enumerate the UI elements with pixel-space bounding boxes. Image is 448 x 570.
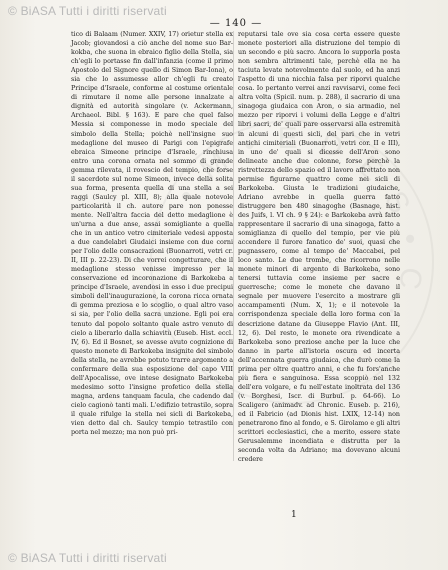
watermark-bottom (8, 551, 167, 565)
watermark-top-text: © BiASA Tutti i diritti riservati (8, 4, 167, 18)
text-column-right (238, 30, 400, 464)
watermark-top (8, 4, 167, 18)
left-column-text: tico di Balaam (Numer. XXIV, 17) orietur stella ex Jacob; giovandosi a ciò anche del nome suo Bar-kokba, che suona in ebraico figlio della Stella, sia ch'egli lo portasse fin dall'infanzia (come il primo Apostolo del Signore quello di Simon Bar-Iona), o sia che lo assumesse allor ch'egli fu creato Principe d'Israele, conforme al costume orientale di rimutare il nome alle persone innalzate a dignità ed autorità singolare (v. Ackermann, Archaeol. Bibl. § 163). E pare che quel falso Messia si componesse in modo speciale del simbolo della Stella; poichè nell'insigne suo medaglione del museo di Parigi con l'epigrafe ebraica Simeone principe d'Israele, rinchiusa entro una corona ornata nel sommo di grande gemma rilevata, il rovescio del tempio, che forse il sacerdote sul nome Simeon, invece della solita sua forma, presenta quella di una stella a sei raggi (Saulcy pl. XIII, 8); alla quale notevole particolarità il ch. autore pare non ponesse mente. Nell'altra faccia del detto medaglione è un'urna a due anse, assai somigliante a quella che in un antico vetro cimiteriale vedesi apposta a due candelabri Giudaici insieme con due corni per l'olio delle consacrazioni (Buonarroti, vetri cr. II, III p. 22-23). Di che vorrei congetturare, che il medaglione stesso venisse impresso per la conservazione ed incoronazione di Barkokeba a principe d'Israele, avendosi in esso i due precipui simboli dell'inaugurazione, la corona ricca ornata di gemma preziosa e lo scoglio, o qual altro vaso si sia, per l'olio della sacra unzione. Egli poi era tenuto dal popolo soltanto quale astro venuto di cielo a liberarlo dalla schiavitù (Euseb. Hist. eccl. IV, 6). Ed il Bosnet, se avesse avuto cognizione di questo monete di Barkokeba insignite del simbolo della stella, ne avrebbe potuto trarre argomento a confermare della sua esposizione del capo VIII dell'Apocalisse, ove intese designato Barkokeba medesimo sotto l'insigne profetico della stella magna, ardens tanquam facula, che cadendo dal cielo cagionò tanti mali. L'edifizio tetrastilo, sopra il quale rifulge la stella nei sicli di Barkokeba, vien detto dal ch. Saulcy tempio tetrastilo con porta nel mezzo; ma non può pri- (71, 31, 233, 437)
svg-text:• M • E D E S • C . . .: • M • E D E S • C . . . (169, 121, 429, 381)
column-divider (233, 31, 234, 461)
watermark-bottom-text: © BiASA Tutti i diritti riservati (8, 551, 167, 565)
bottom-mark: 1 (291, 510, 297, 520)
text-column-left (71, 30, 233, 437)
right-column-text: reputarsi tale ove sia cosa certa essere queste monete posteriori alla distruzione del tempio di un secondo e più sacro. Ancora lo supporla posta non sembra altrimenti tale, perchè ella ne ha taciuta levate notevolmente dal suolo, ed ha anzi l'aspetto di una nicchia falsa per riporvi qualche cosa. Io pertanto verrei anzi ravvisarvi, come feci altra volta (Spicil. num. p. 288), il sacrario di una sinagoga giudaica con Aron, o sia armadio, nel mezzo per riporvi i volumi della Legge e d'altri libri sacri, de' quali pare osservarsi alla estremità in alcuni di questi sicli, del pari che in vetri antichi cimiteriali (Buonarroti, vetri cor. II e III), in uno de' quali si dicesse dell'Aron sono delineate anche due colonne, forse perchè la ristrettezza dello spazio ed il lavoro affrettato non permise figurarne quattro come nei sicli di Barkokeba. Giusta le tradizioni giudaiche, Adriano avrebbe in quella guerra fatto distruggere ben 480 sinagoghe (Basnage, hist. des Juifs, l. VI ch. 9 § 24): e Barkokeba avrà fatto rappresentare il sacrario di una sinagoga, fatto a somiglianza di quello del tempio, per vie più accendere il furore fanatico de' suoi, quasi che pugnassero, come al tempo de' Maccabei, pel loco santo. Le due trombe, che ricorrono nelle monete minori di argento di Barkokeba, sono tenersi tuttavia come insieme per sacre e guerresche; come le monete che davano il segnale per muovere l'esercito a mostrare gli accampamenti (Num. X, 1); e il notevole la corrispondenza speciale della loro forma con la descrizione datane da Giuseppe Flavio (Ant. III, 12, 6). Del resto, le monete ora rivendicate a Barkokeba sono preziose anche per la luce che danno in parte all'istoria oscura ed incerta dell'accennata guerra giudaica, che durò come la prima per oltre quattro anni, e che fu fors'anche più fiera e sanguinosa. Essa scoppiò nel 132 dell'era volgare, e fu nell'estate inoltrata del 136 (v. Borghesi, Iscr. di Burbul. p. 64-66). Lo Scaligero (animadv. ad Chronic. Euseb. p. 216), ed il Fabricio (ad Dionis hist. LXIX, 12-14) non penetrarono fino al fondo, e S. Girolamo e gli altri scrittori ecclesiastici, che a merito, essere state Gerusalemme incendiata e distrutta per la seconda volta da Adriano; ma dovevano alcuni credere (238, 31, 400, 464)
page-number: — 140 — (209, 18, 263, 29)
